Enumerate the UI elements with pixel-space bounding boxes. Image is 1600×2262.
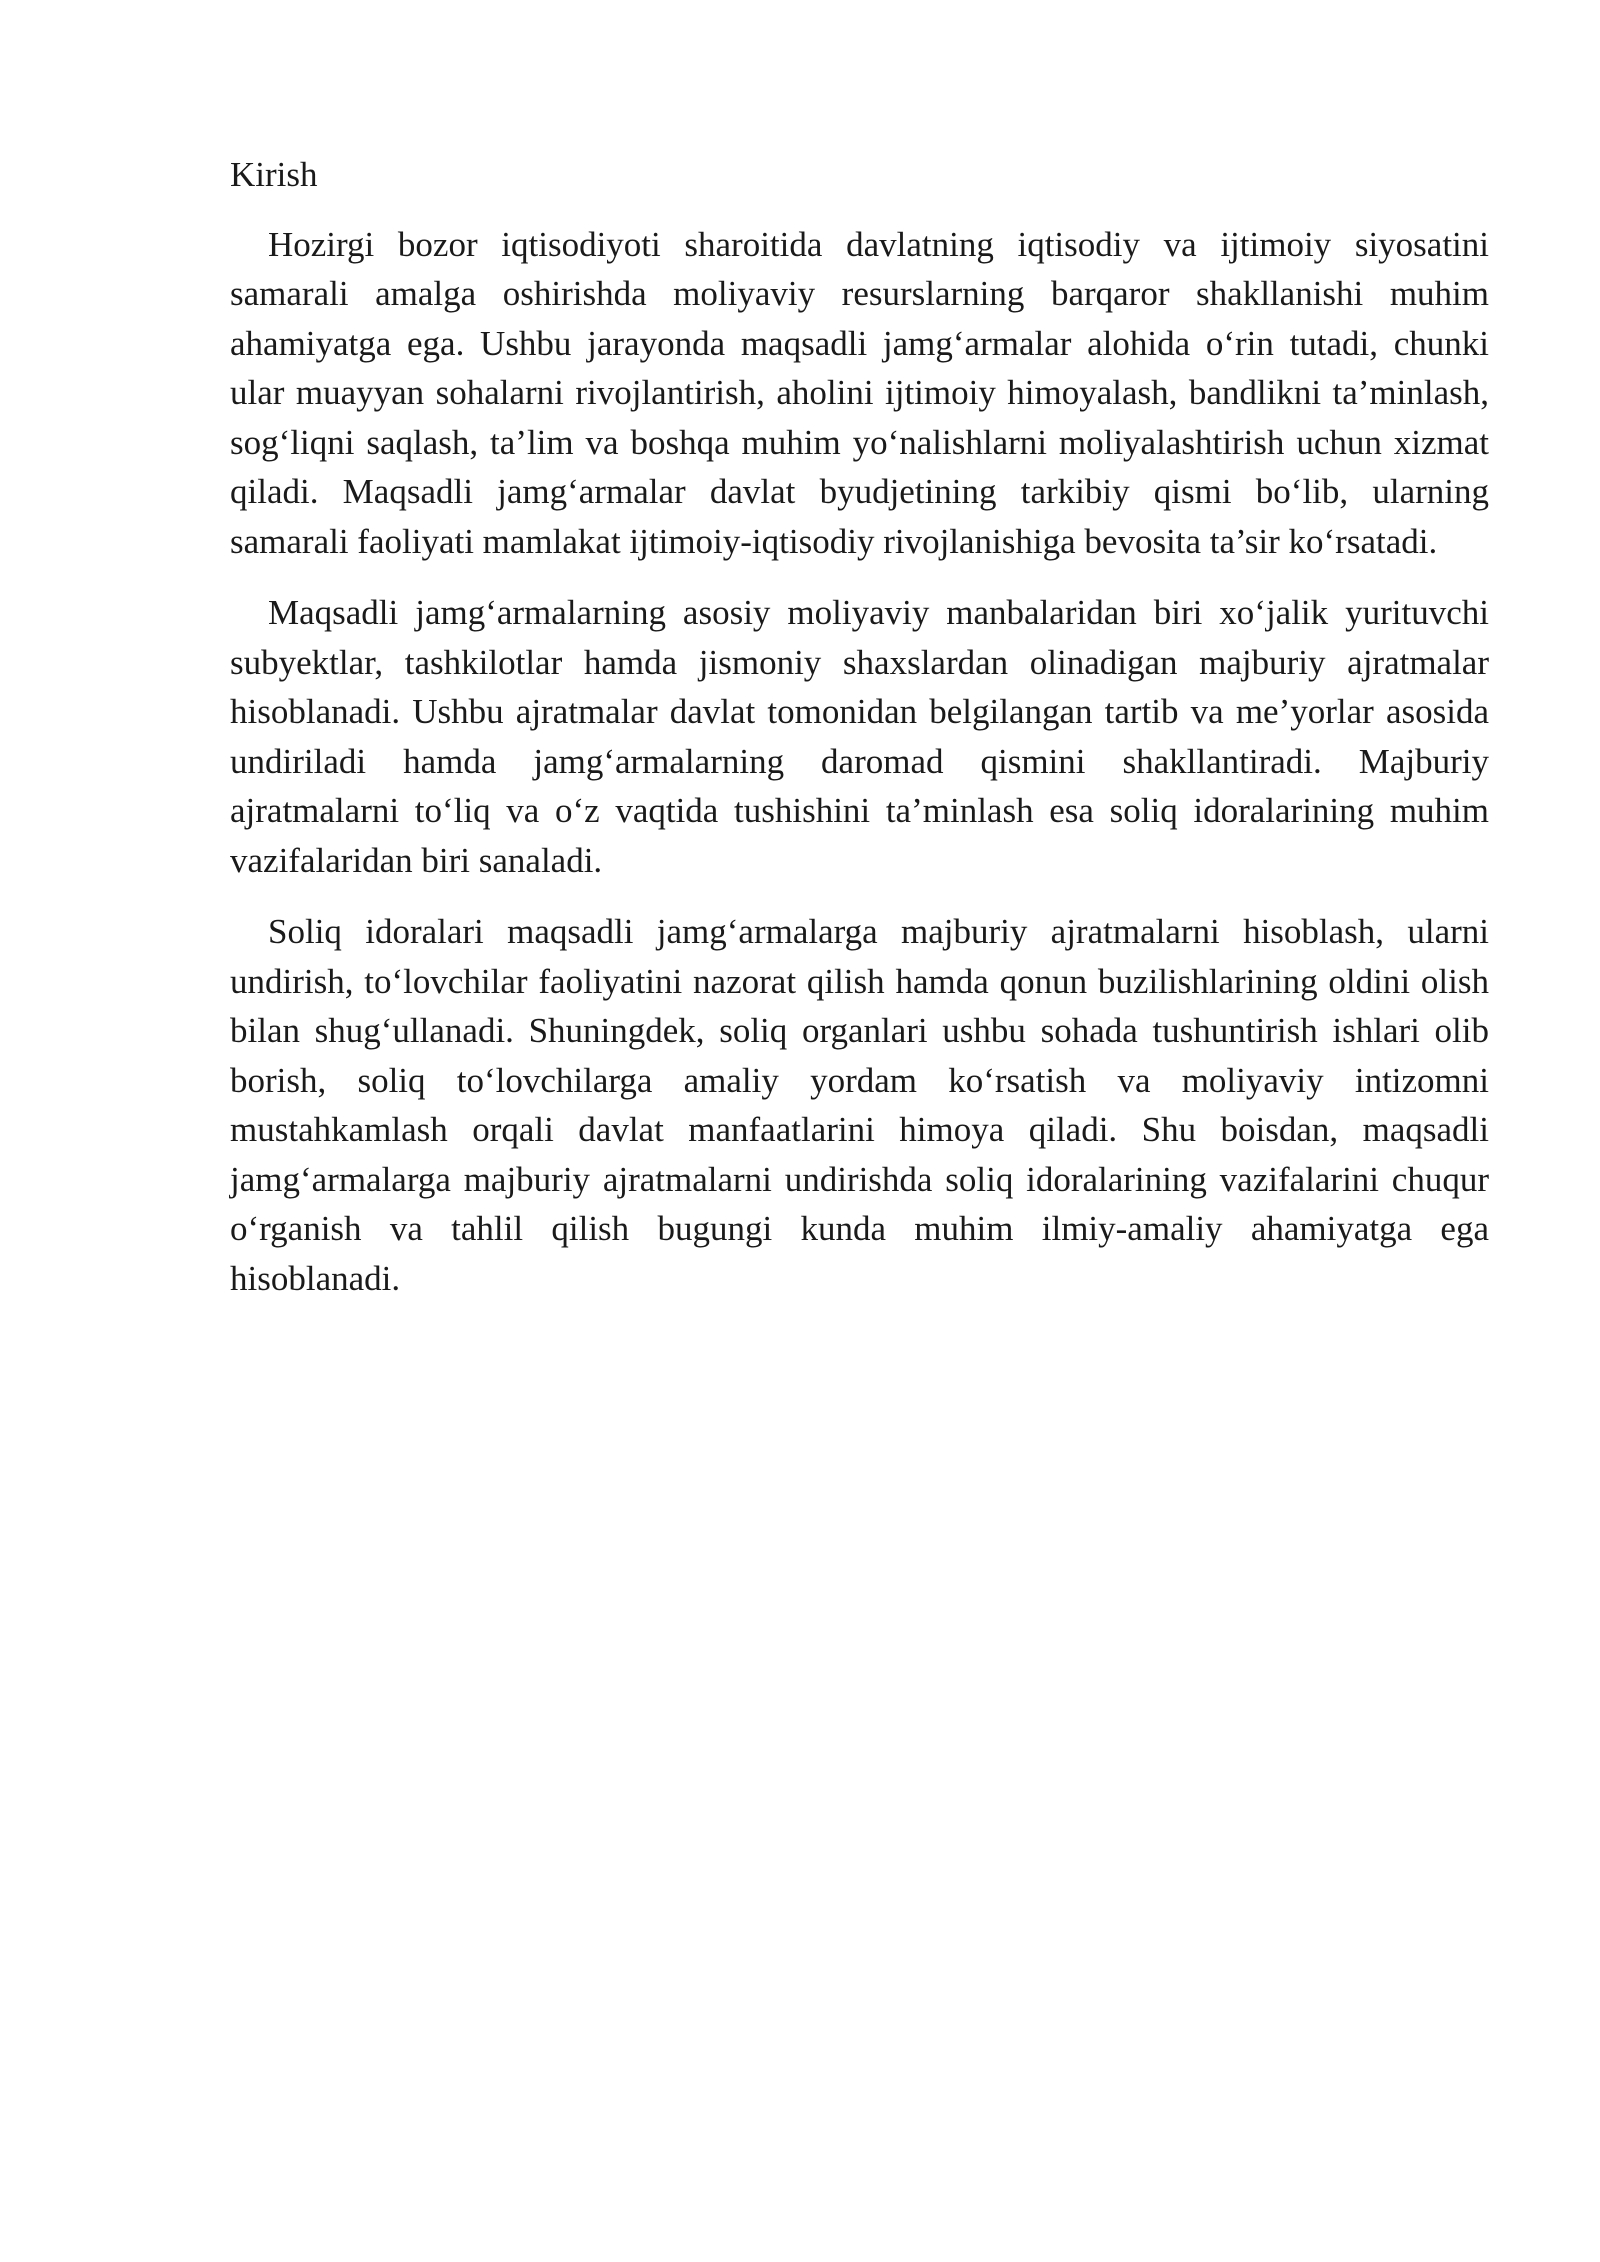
- paragraph-1: Hozirgi bozor iqtisodiyoti sharoitida davlatning iqtisodiy va ijtimoiy siyosatini samarali amalga oshirishda moliyaviy resurslarning barqaror shakllanishi muhim ahamiyatga ega. Ushbu jarayonda maqsadli jamg‘armalar alohida o‘rin tutadi, chunki ular muayyan sohalarni rivojlantirish, aholini ijtimoiy himoyalash, bandlikni ta’minlash, sog‘liqni saqlash, ta’lim va boshqa muhim yo‘nalishlarni moliyalashtirish uchun xizmat qiladi. Maqsadli jamg‘armalar davlat byudjetining tarkibiy qismi bo‘lib, ularning samarali faoliyati mamlakat ijtimoiy-iqtisodiy rivojlanishiga bevosita ta’sir ko‘rsatadi.: [230, 224, 1489, 561]
- document-body: [230, 150, 1489, 1325]
- section-heading: Kirish: [230, 155, 318, 194]
- paragraph-2: Maqsadli jamg‘armalarning asosiy moliyaviy manbalaridan biri xo‘jalik yurituvchi subyektlar, tashkilotlar hamda jismoniy shaxslardan olinadigan majburiy ajratmalar hisoblanadi. Ushbu ajratmalar davlat tomonidan belgilangan tartib va me’yorlar asosida undiriladi hamda jamg‘armalarning daromad qismini shakllantiradi. Majburiy ajratmalarni to‘liq va o‘z vaqtida tushishini ta’minlash esa soliq idoralarining muhim vazifalaridan biri sanaladi.: [230, 593, 1489, 880]
- paragraph-3: Soliq idoralari maqsadli jamg‘armalarga majburiy ajratmalarni hisoblash, ularni undirish, to‘lovchilar faoliyatini nazorat qilish hamda qonun buzilishlarining oldini olish bilan shug‘ullanadi. Shuningdek, soliq organlari ushbu sohada tushuntirish ishlari olib borish, soliq to‘lovchilarga amaliy yordam ko‘rsatish va moliyaviy intizomni mustahkamlash orqali davlat manfaatlarini himoya qiladi. Shu boisdan, maqsadli jamg‘armalarga majburiy ajratmalarni undirishda soliq idoralarining vazifalarini chuqur o‘rganish va tahlil qilish bugungi kunda muhim ilmiy-amaliy ahamiyatga ega hisoblanadi.: [230, 912, 1489, 1298]
